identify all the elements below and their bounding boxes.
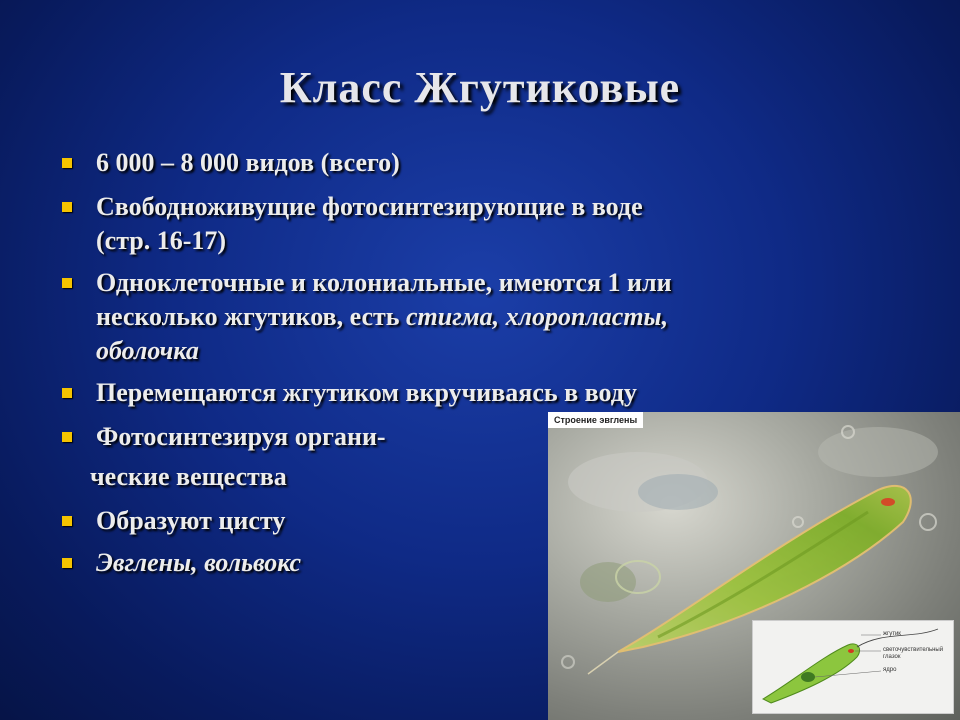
bullet-text-continued: ческие вещества [90, 462, 287, 491]
label-flagellum: жгутик [883, 631, 901, 637]
bullet-marker [62, 278, 72, 288]
bullet-text-italic: Эвглены, вольвокс [96, 548, 302, 577]
euglena-micrograph [548, 412, 960, 720]
bullet-text-italic: стигма, хлоропласты, [406, 302, 669, 331]
bullet-text: Образуют цисту [96, 506, 286, 535]
bullet-text: Свободноживущие фотосинтезирующие в воде [96, 192, 643, 221]
bullet-text: 6 000 – 8 000 видов (всего) [96, 148, 400, 177]
label-nucleus: ядро [883, 667, 897, 673]
bullet-marker [62, 202, 72, 212]
bullet-marker [62, 432, 72, 442]
bullet-text: Одноклеточные и колониальные, имеются 1 или [96, 268, 672, 297]
bullet-text-italic-continued: оболочка [96, 336, 199, 365]
bullet-text-plain: несколько жгутиков, есть [96, 302, 407, 331]
bullet-marker [62, 516, 72, 526]
bullet-marker [62, 388, 72, 398]
bullet-marker [62, 158, 72, 168]
euglena-diagram-inset [752, 620, 954, 714]
euglena-diagram-drawing [753, 621, 953, 713]
slide-title: Класс Жгутиковые [279, 63, 681, 112]
label-eyespot: светочувствительный глазок [883, 647, 944, 660]
bullet-text-continued: (стр. 16-17) [96, 226, 227, 255]
bullet-text-continued [96, 300, 796, 334]
bullet-text: Перемещаются жгутиком вкручиваясь в воду [96, 378, 637, 407]
bullet-marker [62, 558, 72, 568]
bullet-text: Фотосинтезируя органи- [96, 422, 386, 451]
image-caption: Строение эвглены [548, 412, 643, 428]
